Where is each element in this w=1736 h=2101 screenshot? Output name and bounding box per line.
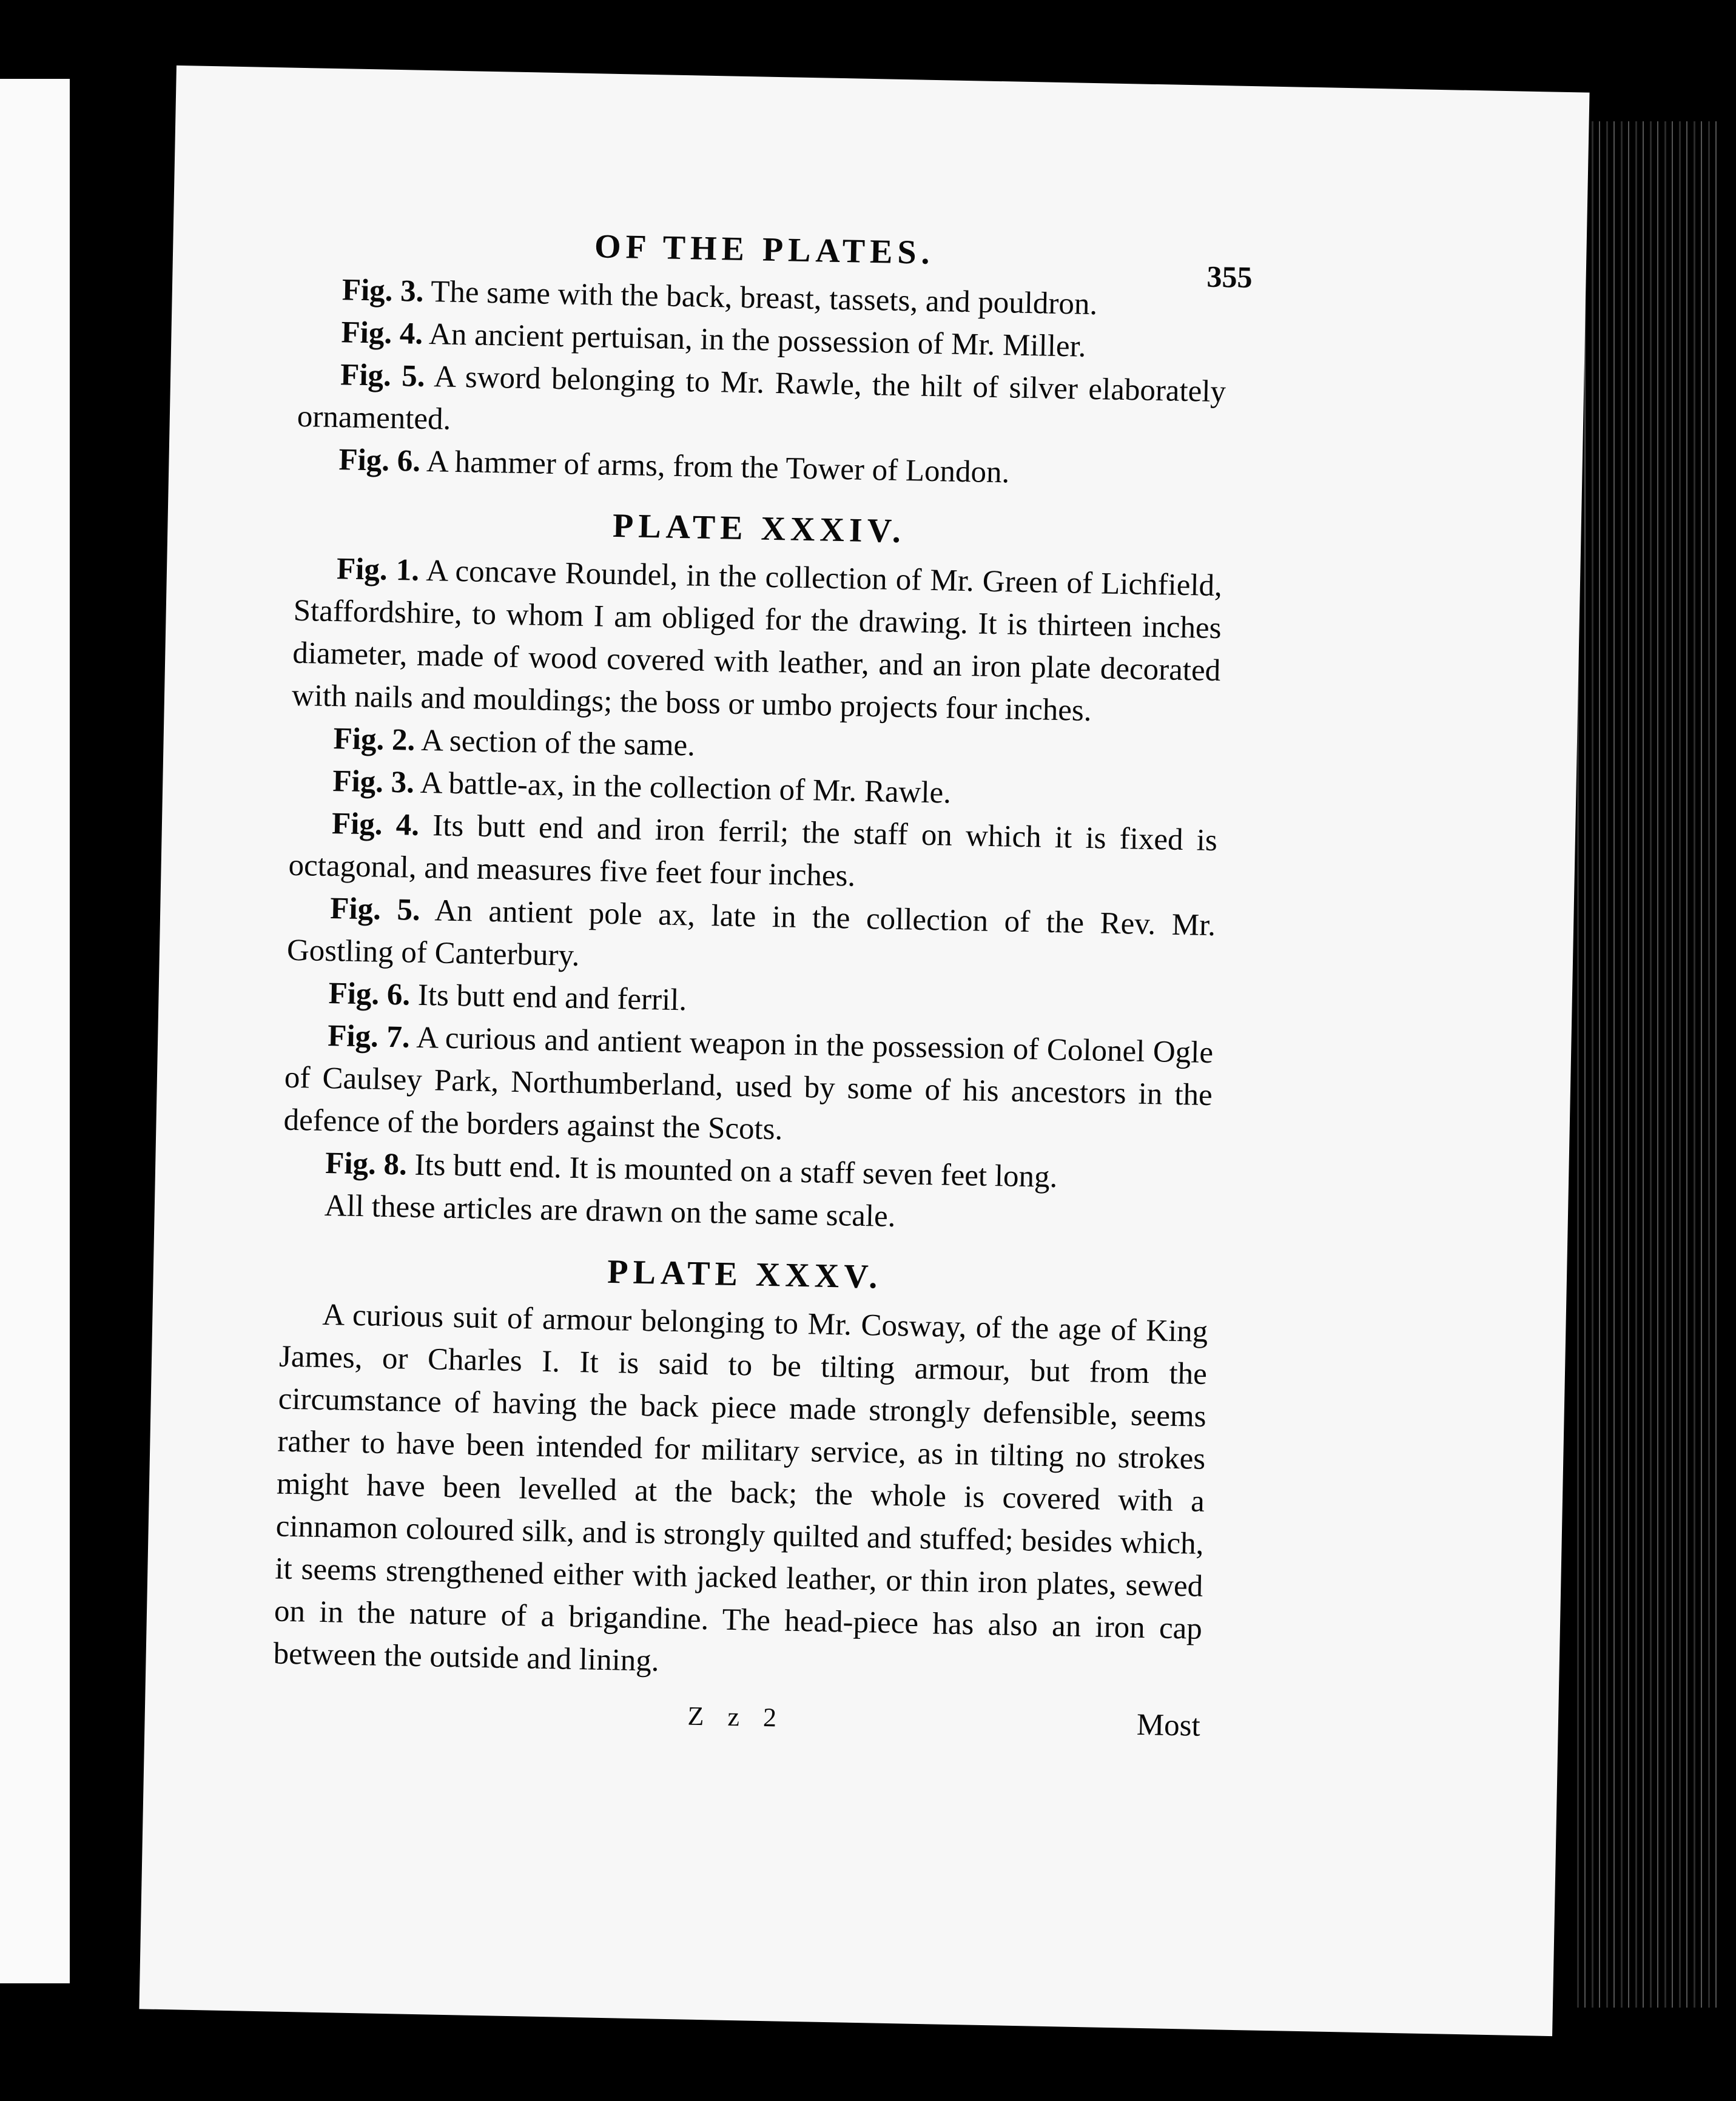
fig-label: Fig. 6.	[338, 443, 421, 479]
fig-text: Its butt end and iron ferril; the staff on which it is fixed is octagonal, and measures five feet four inches.	[288, 808, 1218, 893]
fig-text: Its butt end. It is mounted on a staff seven feet long.	[414, 1148, 1058, 1195]
running-title: OF THE PLATES.	[594, 227, 935, 272]
page-number: 355	[1206, 259, 1253, 295]
fig-label: Fig. 5.	[329, 892, 421, 927]
text-block	[272, 220, 1253, 1753]
fig-label: Fig. 3.	[332, 764, 415, 800]
fig-text: An ancient pertuisan, in the possession of Mr. Miller.	[428, 317, 1087, 364]
fig-text: A hammer of arms, from the Tower of London.	[426, 444, 1010, 490]
fig-text: A concave Roundel, in the collection of Mr. Green of Lichfield, Staffordshire, to whom I am obliged for the drawing. It is thirteen inches diameter, made of wood covered with leather, and an iron plate decorated with nails and mouldings; the boss or umbo projects four inches.	[291, 553, 1223, 728]
fig-entry	[283, 1014, 1214, 1159]
fig-entry	[291, 547, 1222, 735]
plate-heading: PLATE XXXV.	[607, 1252, 883, 1296]
fig-label: Fig. 8.	[325, 1146, 408, 1182]
plate-description: A curious suit of armour belonging to Mr. Cosway, of the age of King James, or Charles I. It is said to be tilting armour, but from the circumstance of having the back piece made strongly defensible, seems rather to have been intended for military service, as in tilting no strokes might have been levelled at the back; the whole is covered with a cinnamon coloured silk, and is strongly quilted and stuffed; besides which, it seems strengthened either with jacked leather, or thin iron plates, sewed on in the nature of a brigandine. The head-piece has also an iron cap between the outside and lining.	[273, 1297, 1208, 1678]
fig-text: A section of the same.	[420, 723, 696, 763]
fig-label: Fig. 6.	[328, 977, 411, 1012]
fig-text: Its butt end and ferril.	[417, 978, 687, 1018]
fig-label: Fig. 5.	[340, 358, 426, 394]
plate-heading: PLATE XXXIV.	[612, 506, 906, 551]
signature-mark: Z z 2	[687, 1701, 786, 1733]
fig-label: Fig. 2.	[333, 722, 415, 758]
fig-text: An antient pole ax, late in the collection of the Rev. Mr. Gostling of Canterbury.	[286, 893, 1216, 973]
fig-text: The same with the back, breast, tassets, and pouldron.	[430, 275, 1098, 322]
catchword: Most	[1136, 1707, 1201, 1743]
fig-text: A curious and antient weapon in the possession of Colonel Ogle of Caulsey Park, Northumberland, used by some of his ancestors in the defence of the borders against the Scots.	[283, 1020, 1214, 1147]
fig-text: A sword belonging to Mr. Rawle, the hilt of silver elaborately ornamented.	[297, 360, 1226, 437]
fig-label: Fig. 1.	[336, 552, 420, 588]
book-fore-edge	[1571, 121, 1717, 2008]
fig-label: Fig. 4.	[341, 315, 423, 351]
fig-label: Fig. 4.	[331, 807, 420, 842]
book-page	[139, 66, 1589, 2036]
fig-text: A battle-ax, in the collection of Mr. Rawle.	[420, 765, 952, 810]
plate-note: All these articles are drawn on the same scale.	[324, 1188, 896, 1234]
fig-label: Fig. 7.	[327, 1019, 411, 1055]
facing-page-edge	[0, 79, 70, 1983]
fig-label: Fig. 3.	[341, 273, 425, 309]
page-footer	[272, 1687, 1200, 1753]
